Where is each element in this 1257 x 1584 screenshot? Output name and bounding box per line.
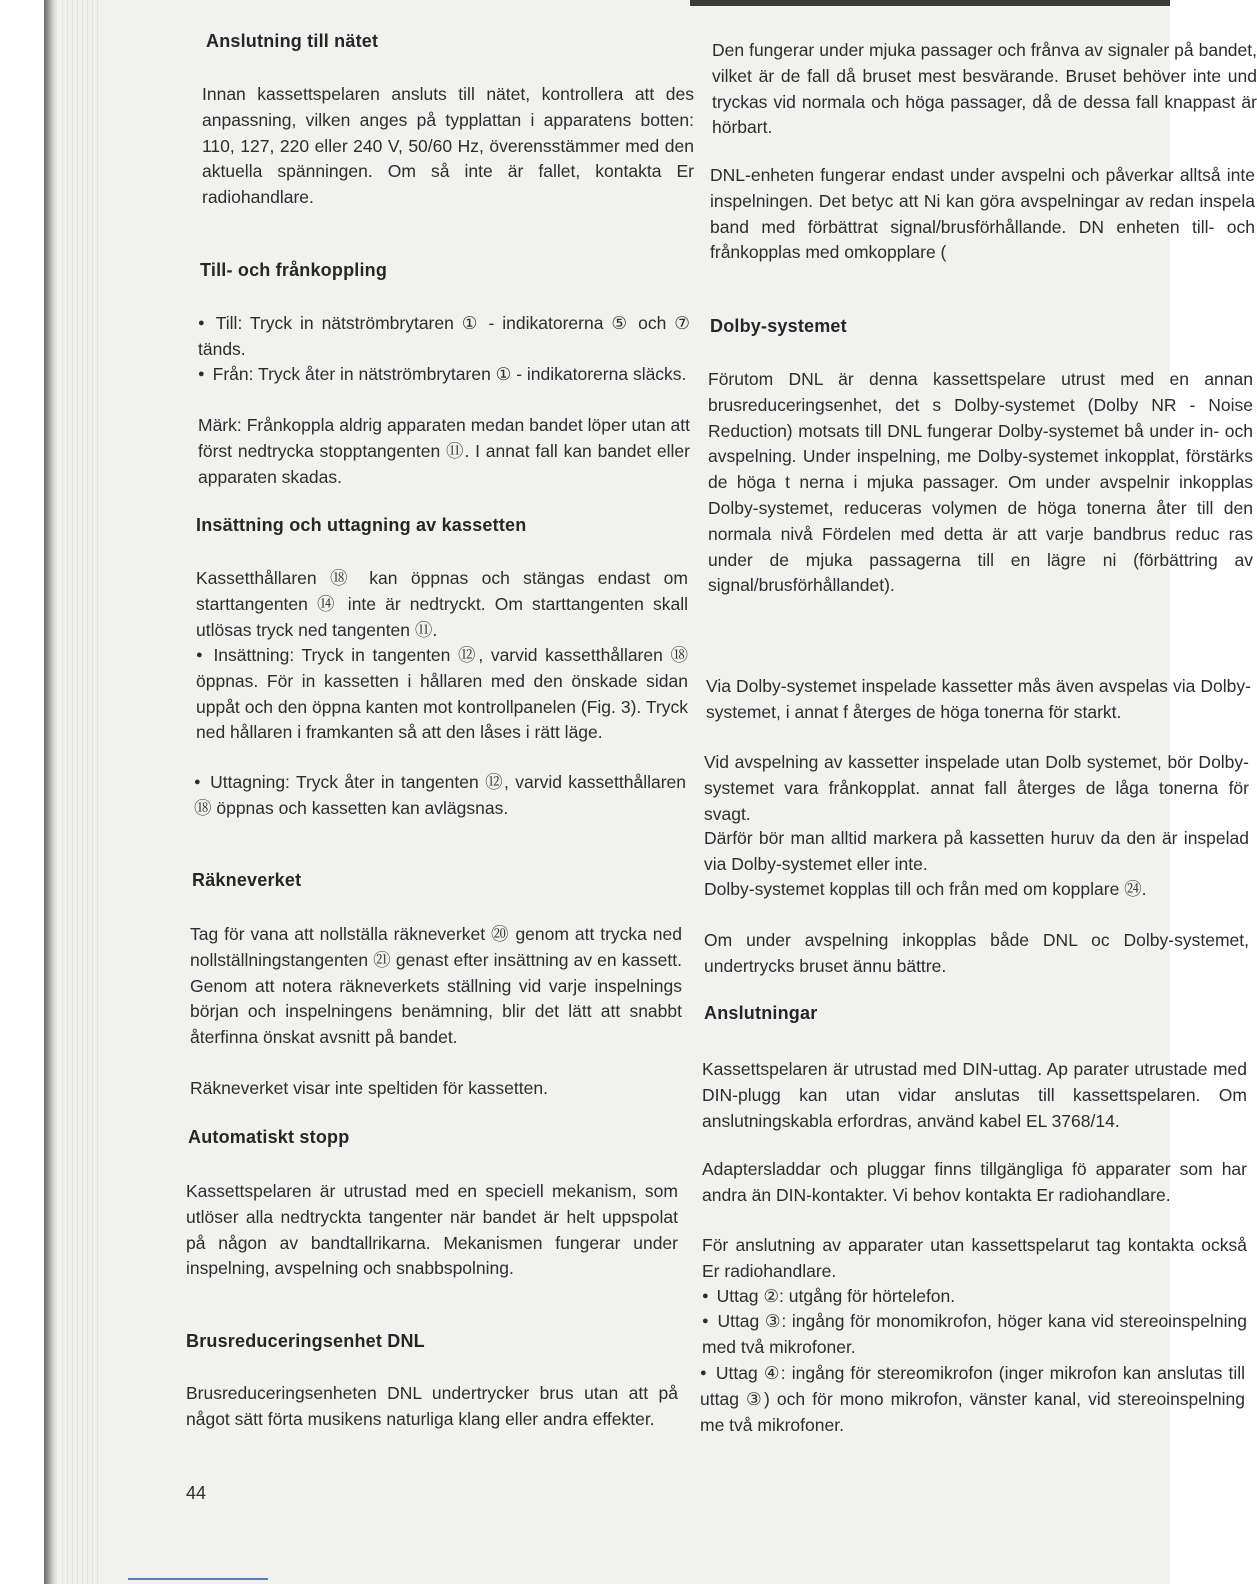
- book-spine: [44, 0, 58, 1584]
- paragraph: Räkneverket visar inte speltiden för kassetten.: [190, 1078, 548, 1098]
- scan-edge-line: [128, 1578, 268, 1580]
- paragraph: DNL-enheten fungerar endast under avspelni och påverkar alltså inte inspelningen. Det betyc att Ni kan göra avspelningar av redan inspela band med förbättrat signal/brusförhållande. DN enheten till- och frånkopplas med omkopplare (: [710, 165, 1255, 263]
- outer-margin: [0, 0, 44, 1584]
- paragraph: Om under avspelning inkopplas både DNL oc Dolby-systemet, undertrycks bruset ännu bättre.: [704, 930, 1249, 976]
- right-column: [698, 0, 1257, 1584]
- heading-rakneverket: Räkneverket: [192, 870, 302, 890]
- paragraph: Kassettspelaren är utrustad med DIN-uttag. Ap parater utrustade med DIN-plugg kan utan vidar anslutas till kassettspelaren. Om anslutningskabla erfordras, använd kabel EL 3768/14.: [702, 1059, 1247, 1131]
- paragraph: Vid avspelning av kassetter inspelade utan Dolb systemet, bör Dolby-systemet vara frånkopplat. annat fall återges de låga tonerna för svagt.: [704, 752, 1249, 824]
- bullet-item: ● Uttag ②: utgång för hörtelefon.: [702, 1284, 1247, 1310]
- spine-page-edges: [62, 0, 98, 1584]
- paragraph: Kassetthållaren ⑱ kan öppnas och stängas endast om starttangenten ⑭ inte är nedtryckt. Om starttangenten skall utlösas tryck ned tangenten ⑪.: [196, 568, 688, 640]
- paragraph: Adaptersladdar och pluggar finns tillgängliga fö apparater som har andra än DIN-kontakter. Vi behov kontakta Er radiohandlare.: [702, 1159, 1247, 1205]
- page-number: 44: [186, 1483, 207, 1503]
- paragraph: Brusreduceringsenheten DNL undertrycker brus utan att på något sätt förta musikens naturliga klang eller andra effekter.: [186, 1383, 678, 1429]
- note-paragraph: Märk: Frånkoppla aldrig apparaten medan bandet löper utan att först nedtrycka stopptangenten ⑪. I annat fall kan bandet eller apparaten skadas.: [198, 415, 690, 487]
- paragraph: För anslutning av apparater utan kassettspelarut tag kontakta också Er radiohandlare.: [702, 1235, 1247, 1281]
- heading-brusreduceringsenhet-dnl: Brusreduceringsenhet DNL: [186, 1331, 425, 1351]
- bullet-item: ● Till: Tryck in nätströmbrytaren ① - indikatorerna ⑤ och ⑦ tänds.: [198, 311, 690, 363]
- bullet-item: ● Uttag ④: ingång för stereomikrofon (inger mikrofon kan anslutas till uttag ③) och för mono mikrofon, vänster kanal, vid stereoinspelning me två mikrofoner.: [700, 1361, 1245, 1438]
- paragraph: Därför bör man alltid markera på kassetten huruv da den är inspelad via Dolby-systemet eller inte.: [704, 828, 1249, 874]
- heading-automatiskt-stopp: Automatiskt stopp: [188, 1127, 350, 1147]
- heading-insattning: Insättning och uttagning av kassetten: [196, 515, 527, 535]
- bullet-item: ● Uttagning: Tryck åter in tangenten ⑫, varvid kassetthållaren ⑱ öppnas och kassetten kan avlägsnas.: [194, 770, 686, 822]
- paragraph: Förutom DNL är denna kassettspelare utrust med en annan brusreduceringsenhet, det s Dolby-systemet (Dolby NR - Noise Reduction) motsats till DNL fungerar Dolby-systemet bå under in- och avspelning. Under inspelning, me Dolby-systemet inkopplat, förstärks de höga t nerna i mjuka passager. Om under avspelnir inkopplas Dolby-systemet, reduceras volymen de höga tonerna åter till den normala nivå Fördelen med detta är att varje bandbrus reduc ras under de mjuka passagerna till en lägre ni (förbättring av signal/brusförhållandet).: [708, 369, 1253, 596]
- paragraph: Den fungerar under mjuka passager och frånva av signaler på bandet, vilket är de fall då bruset mest besvärande. Bruset behöver inte und tryckas vid normala och höga passager, då de dessa fall knappast är hörbart.: [712, 40, 1257, 138]
- heading-till-och-frankoppling: Till- och frånkoppling: [200, 260, 388, 280]
- heading-anslutningar: Anslutningar: [704, 1003, 818, 1023]
- heading-anslutning-till-natet: Anslutning till nätet: [206, 31, 379, 51]
- paragraph: Tag för vana att nollställa räkneverket ⑳ genom att trycka ned nollställningstangenten ㉑ genast efter insättning av en kassett. Genom att notera räkneverkets ställning vid varje inspelnings början och inspelningens benämning, blir det lätt att snabbt återfinna önskat avsnitt på bandet.: [190, 924, 682, 1048]
- bullet-item: ● Insättning: Tryck in tangenten ⑫, varvid kassetthållaren ⑱ öppnas. För in kassetten i hållaren med den önskade sidan uppåt och den öppna kanten mot kontrollpanelen (Fig. 3). Tryck ned hållaren i framkanten så att den låses i rätt läge.: [196, 643, 688, 746]
- paragraph: Kassettspelaren är utrustad med en speciell mekanism, som utlöser alla nedtryckta tangenter när bandet är helt uppspolat på någon av bandtallrikarna. Mekanismen fungerar under inspelning, avspelning och snabbspolning.: [186, 1181, 678, 1279]
- bullet-item: ● Uttag ③: ingång för monomikrofon, höger kana vid stereoinspelning med två mikrofoner.: [702, 1309, 1247, 1361]
- paragraph: Innan kassettspelaren ansluts till nätet, kontrollera att des anpassning, vilken anges på typplattan i apparatens botten: 110, 127, 220 eller 240 V, 50/60 Hz, överensstämmer med den aktuella spänningen. Om så inte är fallet, kontakta Er radiohandlare.: [202, 84, 694, 208]
- paragraph: Via Dolby-systemet inspelade kassetter mås även avspelas via Dolby-systemet, i annat f återges de höga tonerna för starkt.: [706, 676, 1251, 722]
- heading-dolby-systemet: Dolby-systemet: [710, 316, 847, 336]
- bullet-item: ● Från: Tryck åter in nätströmbrytaren ① - indikatorerna släcks.: [198, 362, 690, 388]
- paragraph: Dolby-systemet kopplas till och från med om kopplare ㉔.: [704, 879, 1147, 899]
